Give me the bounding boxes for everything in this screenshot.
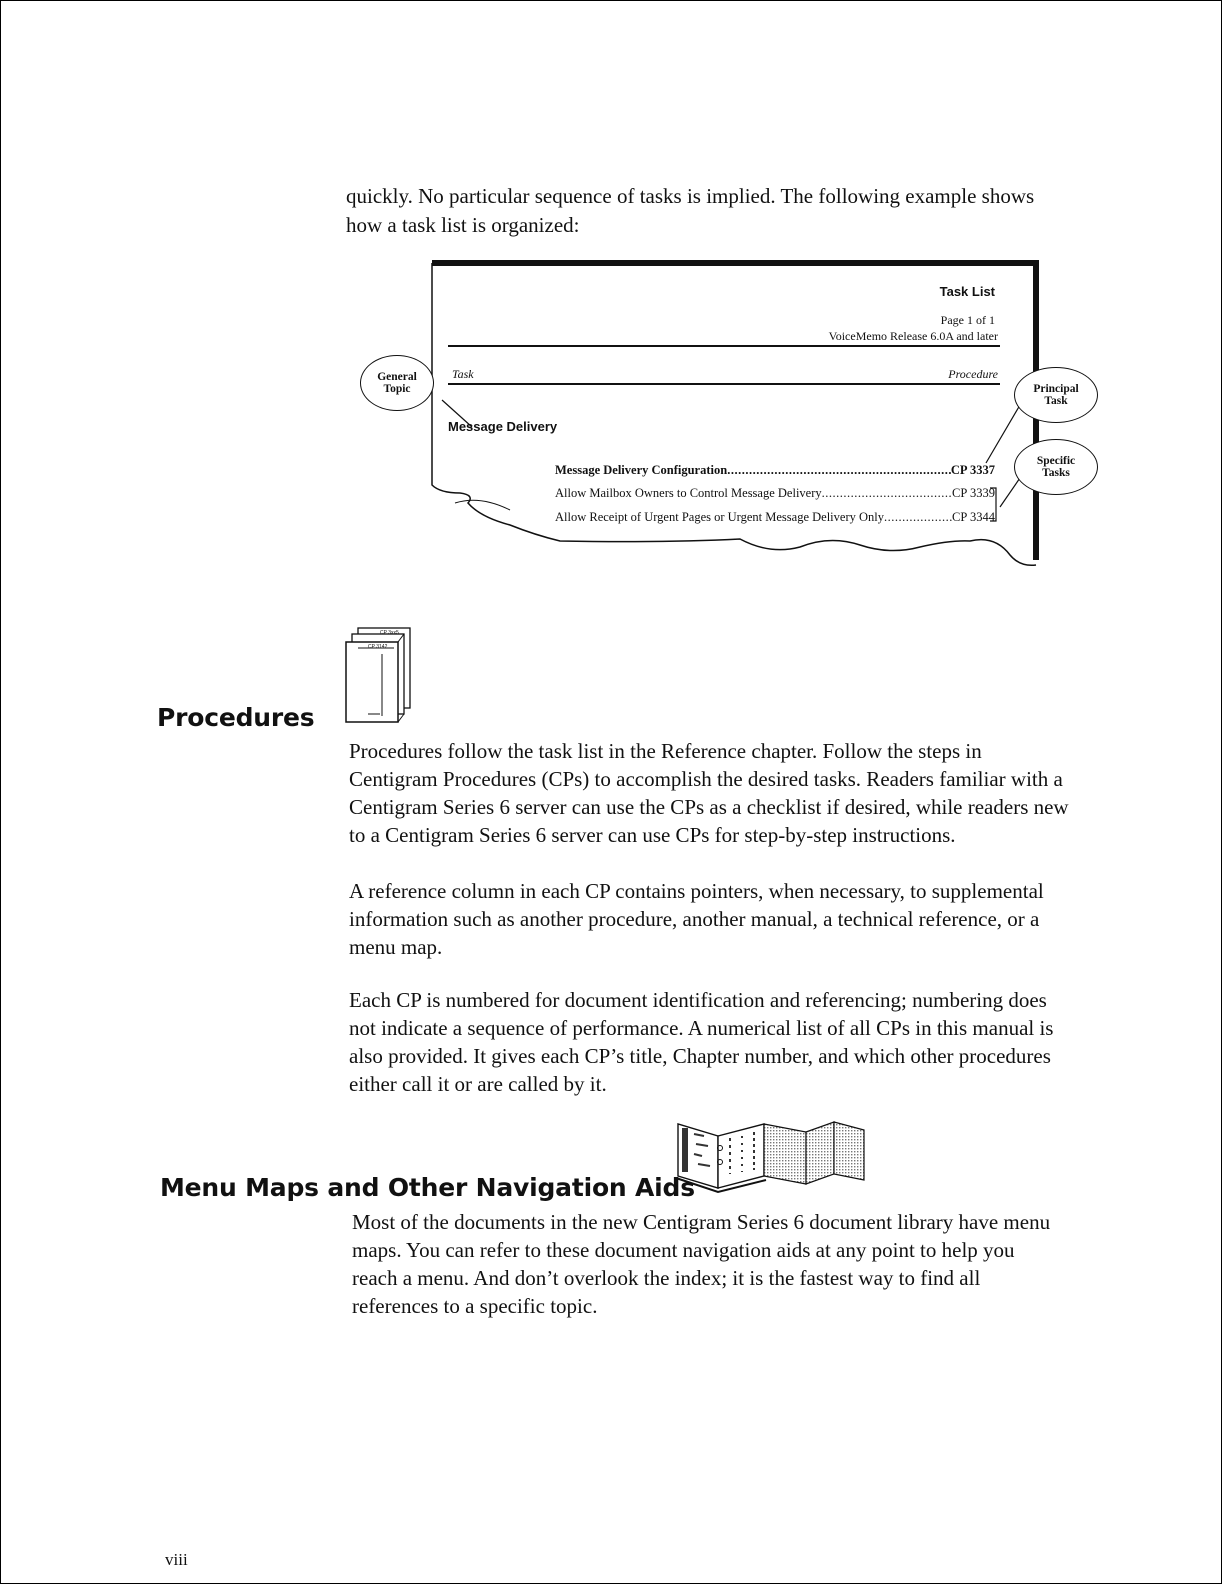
callout-line: Tasks [1042, 467, 1070, 479]
procedures-p2-line: A reference column in each CP contains pointers, when necessary, to supplemental [349, 879, 1044, 903]
menu-maps-p1-line: reach a menu. And don’t overlook the index; it is the fastest way to find all [352, 1266, 981, 1290]
procedures-p3-line: also provided. It gives each CP’s title, Chapter number, and which other procedures [349, 1044, 1051, 1068]
callout-general-topic [360, 355, 434, 411]
callout-line: Task [1044, 395, 1068, 407]
sheet-top-bar [432, 260, 1039, 266]
menu-map-binder-icon [674, 1118, 872, 1198]
task-list-page: Page 1 of 1 [940, 313, 995, 327]
task-row-cp: CP 3344 [952, 510, 995, 524]
procedures-p2-line: information such as another procedure, another manual, a technical reference, or a [349, 907, 1040, 931]
topic-message-delivery: Message Delivery [448, 419, 558, 434]
leader-dots [884, 510, 952, 525]
binder-drawing [674, 1118, 872, 1198]
menu-maps-p1-line: Most of the documents in the new Centigram Series 6 document library have menu [352, 1210, 1051, 1234]
task-list-figure [360, 255, 1120, 585]
procedures-p1-line: to a Centigram Series 6 server can use CPs for step-by-step instructions. [349, 823, 956, 847]
intro-line-1: quickly. No particular sequence of tasks is implied. The following example shows [346, 184, 1035, 208]
callout-principal-task [1014, 367, 1098, 423]
task-row [555, 463, 995, 478]
procedures-document-icon [344, 626, 416, 724]
task-row-cp: CP 3339 [952, 486, 995, 500]
page-number: viii [165, 1550, 188, 1569]
menu-maps-p1-line: maps. You can refer to these document navigation aids at any point to help you [352, 1238, 1015, 1262]
column-procedure-label: Procedure [948, 367, 998, 381]
task-row-cp: CP 3337 [950, 463, 995, 477]
task-list-title: Task List [939, 284, 995, 299]
task-row-label: Allow Mailbox Owners to Control Message Delivery [555, 486, 822, 500]
header-rule [448, 345, 1000, 347]
procedures-p3-line: either call it or are called by it. [349, 1072, 607, 1096]
procedures-heading: Procedures [157, 703, 315, 732]
callout-line: Specific [1036, 455, 1076, 467]
task-row-label: Message Delivery Configuration [555, 463, 728, 477]
intro-line-2: how a task list is organized: [346, 213, 580, 237]
menu-maps-heading: Menu Maps and Other Navigation Aids [160, 1173, 695, 1202]
callout-line: General [377, 371, 417, 383]
procedures-p1-line: Centigram Procedures (CPs) to accomplish the desired tasks. Readers familiar with a [349, 767, 1063, 791]
menu-maps-p1-line: references to a specific topic. [352, 1294, 598, 1318]
callout-specific-tasks [1014, 439, 1098, 495]
task-list-release: VoiceMemo Release 6.0A and later [828, 329, 998, 343]
procedures-p1-line: Procedures follow the task list in the Reference chapter. Follow the steps in [349, 739, 982, 763]
column-task-label: Task [452, 367, 474, 381]
task-row-label: Allow Receipt of Urgent Pages or Urgent Message Delivery Only [555, 510, 884, 524]
procedures-p3-line: Each CP is numbered for document identification and referencing; numbering does [349, 988, 1047, 1012]
leader-dots [822, 486, 952, 501]
icon-tab-front: CP 3142 [368, 644, 388, 650]
task-row [555, 486, 995, 501]
procedures-p1-line: Centigram Series 6 server can use the CPs as a checklist if desired, while readers new [349, 795, 1069, 819]
icon-tab-back: CP 3xx5 [380, 630, 399, 636]
principal-pointer-line [986, 405, 1020, 463]
callout-line: Principal [1033, 383, 1079, 395]
procedures-p2-line: menu map. [349, 935, 443, 959]
procedures-p3-line: not indicate a sequence of performance. A numerical list of all CPs in this manual is [349, 1016, 1054, 1040]
document-stack-drawing [344, 626, 416, 724]
callout-line: Topic [383, 383, 411, 395]
task-row [555, 510, 995, 525]
leader-dots [727, 463, 951, 478]
column-rule [448, 383, 1000, 385]
